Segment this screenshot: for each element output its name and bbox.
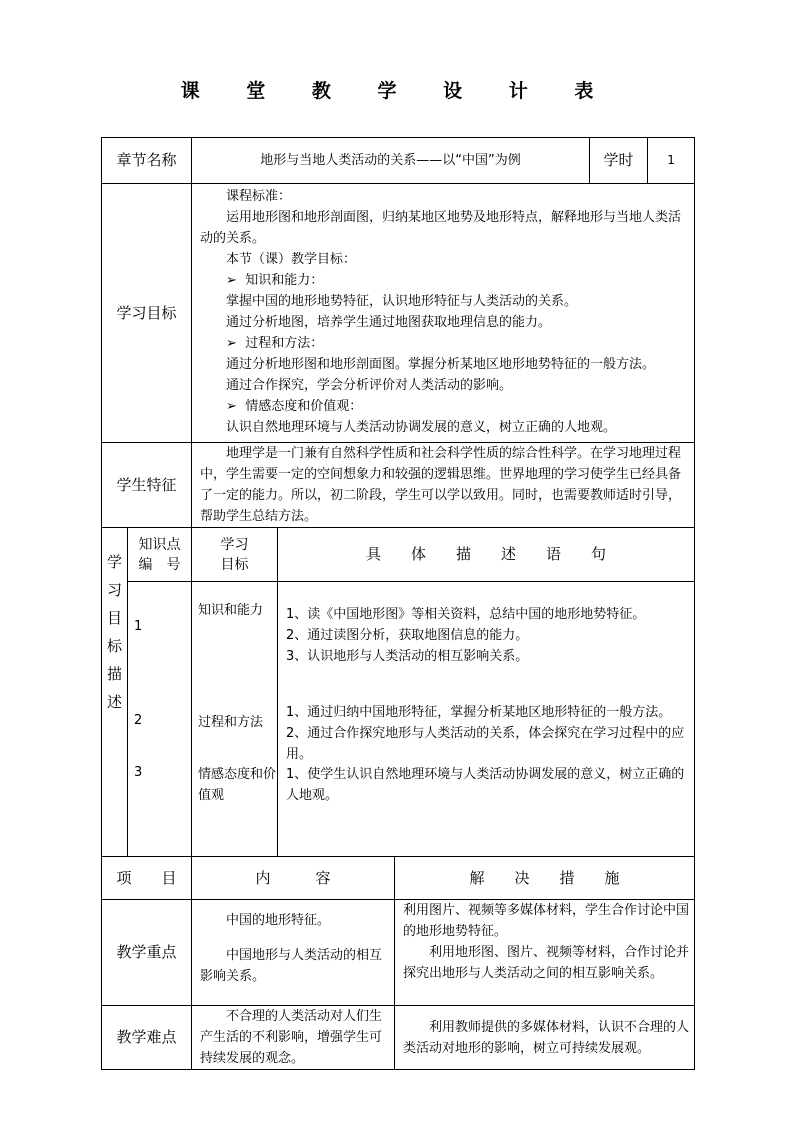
chapter-value: 地形与当地人类活动的关系——以“中国”为例 [192, 138, 590, 184]
learning-goals-row [102, 184, 695, 443]
knowledge-num-column [128, 582, 192, 857]
goal-bullet-line: ➢ 过程和方法： [226, 336, 324, 351]
header-knowledge-num: 知识点 编 号 [128, 528, 192, 582]
description-item: 1、读《中国地形图》等相关资料，总结中国的地形地势特征。 [286, 607, 646, 622]
chapter-label: 章节名称 [102, 138, 192, 184]
description-column [278, 582, 695, 857]
page-title: 课 堂 教 学 设 计 表 [180, 80, 614, 102]
goal-line: 认识自然地理环境与人类活动协调发展的意义，树立正确的人地观。 [226, 420, 617, 435]
student-row [102, 443, 695, 528]
key-method-line: 利用地形图、图片、视频等材料，合作讨论并探究出地形与人类活动之间的相互影响关系。 [403, 945, 690, 981]
goal-line: 课程标准： [226, 189, 292, 204]
learning-goals-content [192, 184, 695, 443]
goal-type: 情感态度和价值观 [198, 767, 277, 803]
lesson-design-table [101, 137, 695, 1070]
goal-desc-body-row [102, 582, 695, 857]
knowledge-num: 2 [134, 713, 143, 728]
goal-bullet-line: ➢ 知识和能力： [226, 273, 324, 288]
student-text: 地理学是一门兼有自然科学性质和社会科学性质的综合性科学。在学习地理过程中，学生需要一定的空间想象力和较强的逻辑思维。世界地理的学习使学生已经具备了一定的能力。所以，初二阶段，学生可以学以致用。同时，也需要教师适时引导，帮助学生总结方法。 [192, 443, 695, 528]
student-label: 学生特征 [102, 443, 192, 528]
goal-line: 运用地形图和地形剖面图，归纳某地区地势及地形特点，解释地形与当地人类活动的关系。 [200, 210, 682, 246]
key-content-line: 中国的地形特征。 [226, 913, 331, 928]
knowledge-num: 3 [134, 765, 143, 780]
goal-desc-vertical-label: 学 习 目 标 描 述 [102, 528, 128, 857]
header-goal: 学习 目标 [192, 528, 278, 582]
description-item: 1、使学生认识自然地理环境与人类活动协调发展的意义，树立正确的人地观。 [286, 767, 685, 803]
key-points-content [192, 900, 395, 1006]
difficulty-row [102, 1006, 695, 1070]
description-item: 3、认识地形与人类活动的相互影响关系。 [286, 649, 529, 664]
description-item: 2、通过读图分析，获取地图信息的能力。 [286, 628, 529, 643]
arrow-bullet-icon: ➢ [226, 273, 237, 288]
goal-desc-header-row [102, 528, 695, 582]
description-group [286, 670, 692, 762]
difficulty-label: 教学难点 [102, 1006, 192, 1070]
goal-line: 本节（课）教学目标： [226, 252, 357, 267]
learning-goals-label: 学习目标 [102, 184, 192, 443]
goal-line: 通过合作探究，学会分析评价对人类活动的影响。 [226, 378, 513, 393]
key-method-line: 利用图片、视频等多媒体材料，学生合作讨论中国的地形地势特征。 [403, 903, 690, 939]
description-group [286, 582, 692, 670]
goal-bullet-line: ➢ 情感态度和价值观： [226, 399, 363, 414]
goal-line: 通过分析地图，培养学生通过地图获取地理信息的能力。 [226, 315, 552, 330]
goal-type-column [192, 582, 278, 857]
key-points-row [102, 900, 695, 1006]
goal-line: 掌握中国的地形地势特征，认识地形特征与人类活动的关系。 [226, 294, 578, 309]
goal-line: 通过分析地形图和地形剖面图。掌握分析某地区地形地势特征的一般方法。 [226, 357, 656, 372]
key-points-method [395, 900, 695, 1006]
goal-type: 知识和能力 [198, 603, 264, 618]
hours-label: 学时 [590, 138, 648, 184]
difficulty-method: 利用教师提供的多媒体材料，认识不合理的人类活动对地形的影响，树立可持续发展观。 [395, 1006, 695, 1070]
chapter-row [102, 138, 695, 184]
header-method: 解 决 措 施 [395, 857, 695, 900]
hours-value: 1 [648, 138, 695, 184]
knowledge-num: 1 [134, 619, 143, 634]
goal-type: 过程和方法 [198, 715, 264, 730]
description-group [286, 758, 692, 824]
arrow-bullet-icon: ➢ [226, 399, 237, 414]
header-description: 具 体 描 述 语 句 [278, 528, 695, 582]
key-content-line: 中国地形与人类活动的相互影响关系。 [200, 948, 383, 984]
difficulty-content: 不合理的人类活动对人们生产生活的不利影响，增强学生可持续发展的观念。 [192, 1006, 395, 1070]
key-points-label: 教学重点 [102, 900, 192, 1006]
description-item: 1、通过归纳中国地形特征，掌握分析某地区地形特征的一般方法。 [286, 705, 672, 720]
description-item: 2、通过合作探究地形与人类活动的关系，体会探究在学习过程中的应用。 [286, 726, 685, 762]
header-content: 内 容 [192, 857, 395, 900]
header-item: 项 目 [102, 857, 192, 900]
arrow-bullet-icon: ➢ [226, 336, 237, 351]
table2-header-row [102, 857, 695, 900]
